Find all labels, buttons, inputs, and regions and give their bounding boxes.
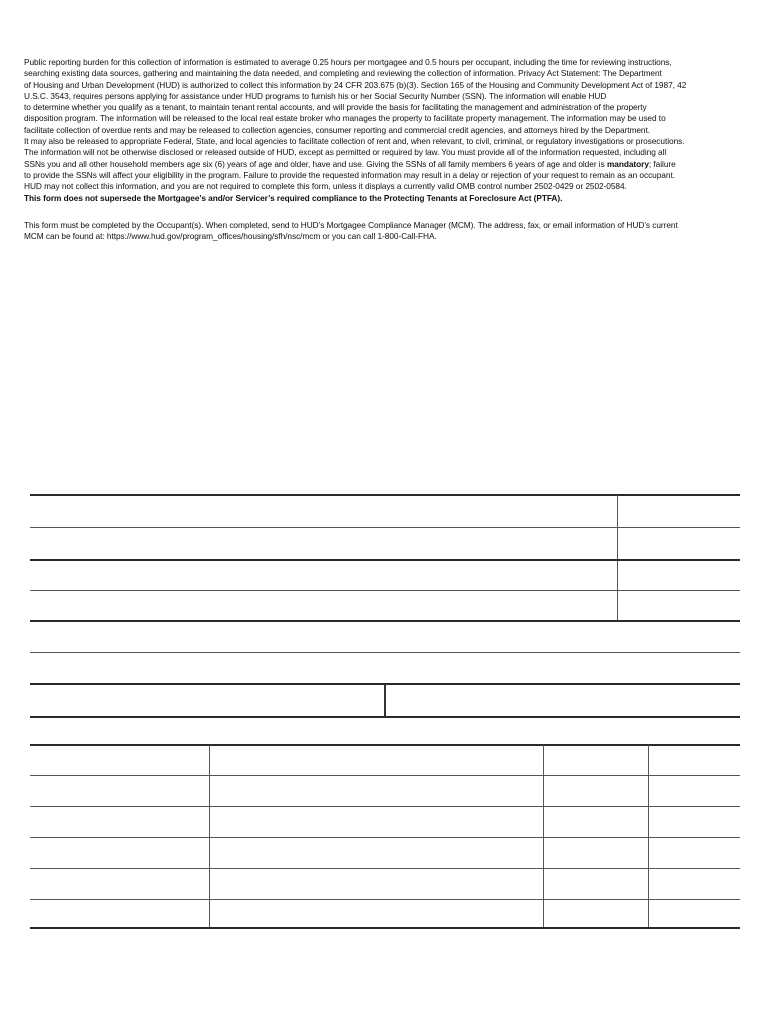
ptfa-statement: This form does not supersede the Mortgagee’s and/or Servicer’s required compliance to the Protecting Tenants at Foreclosure Act (PTFA). <box>24 192 563 203</box>
notice-line: HUD may not collect this information, and you are not required to complete this form, unless it displays a currently valid OMB control number 2502-0429 or 2502-0584. <box>24 181 627 192</box>
notice-line: disposition program. The information will be released to the local real estate broker who manages the property to facilitate property management. The information may be used to <box>24 113 666 124</box>
instructions-line: MCM can be found at: https://www.hud.gov/program_offices/housing/sfh/nsc/mcm or you can call 1-800-Call-FHA. <box>24 231 437 242</box>
table-row[interactable] <box>30 837 740 838</box>
form-field-row[interactable] <box>30 527 740 528</box>
notice-line: of Housing and Urban Development (HUD) is authorized to collect this information by 24 CFR 203.675 (b)(3). Section 165 of the Housing and Community Development Act of 1987, 42 <box>24 79 687 90</box>
form-rule-top <box>30 494 740 496</box>
notice-line: The information will not be otherwise disclosed or released outside of HUD, except as permitted or required by law. You must provide all of the information requested, including all <box>24 147 667 158</box>
privacy-act-notice <box>24 57 744 204</box>
form-field-row[interactable] <box>30 716 740 718</box>
completion-instructions <box>24 220 744 243</box>
form-field-row[interactable] <box>30 590 740 591</box>
form-field-row[interactable] <box>30 559 740 561</box>
table-row[interactable] <box>30 899 740 900</box>
notice-line: It may also be released to appropriate Federal, State, and local agencies to facilitate collection of rent and, when relevant, to civil, criminal, or regulatory investigations or prosecutions. <box>24 136 685 147</box>
form-column-divider <box>384 684 386 717</box>
notice-line: facilitate collection of overdue rents and may be released to collection agencies, consumer reporting and commercial credit agencies, and attorneys hired by the Department. <box>24 124 650 135</box>
form-field-row[interactable] <box>30 620 740 622</box>
table-header-rule <box>30 744 740 746</box>
table-bottom-rule <box>30 927 740 929</box>
notice-line: to determine whether you qualify as a tenant, to maintain tenant rental accounts, and will provide the basis for facilitating the management and administration of the property <box>24 102 647 113</box>
notice-line: Public reporting burden for this collection of information is estimated to average 0.25 hours per mortgagee and 0.5 hours per occupant, including the time for reviewing instructions, <box>24 57 672 67</box>
table-row[interactable] <box>30 806 740 807</box>
table-row[interactable] <box>30 775 740 776</box>
notice-line: U.S.C. 3543, requires persons applying for assistance under HUD programs to furnish his or her Social Security Number (SSN). The information will enable HUD <box>24 90 607 101</box>
table-row[interactable] <box>30 868 740 869</box>
instructions-line: This form must be completed by the Occupant(s). When completed, send to HUD’s Mortgagee Compliance Manager (MCM). The address, fax, or email information of HUD’s current <box>24 220 678 230</box>
notice-ssn-text: SSNs you and all other household members age six (6) years of age and older, have and use. Giving the SSNs of all family members 6 years of age and older is <box>24 158 607 169</box>
notice-line-ssn <box>24 159 744 170</box>
notice-ssn-tail: ; failure <box>648 158 676 169</box>
form-column-divider <box>617 495 618 621</box>
mandatory-emphasis: mandatory <box>606 158 649 169</box>
form-field-row[interactable] <box>30 652 740 653</box>
notice-line: searching existing data sources, gathering and maintaining the data needed, and completing and reviewing the collection of information. Privacy Act Statement: The Department <box>24 68 662 79</box>
notice-line: to provide the SSNs will affect your eligibility in the program. Failure to provide the requested information may result in a delay or rejection of your request to remain as an occupant. <box>24 169 675 180</box>
